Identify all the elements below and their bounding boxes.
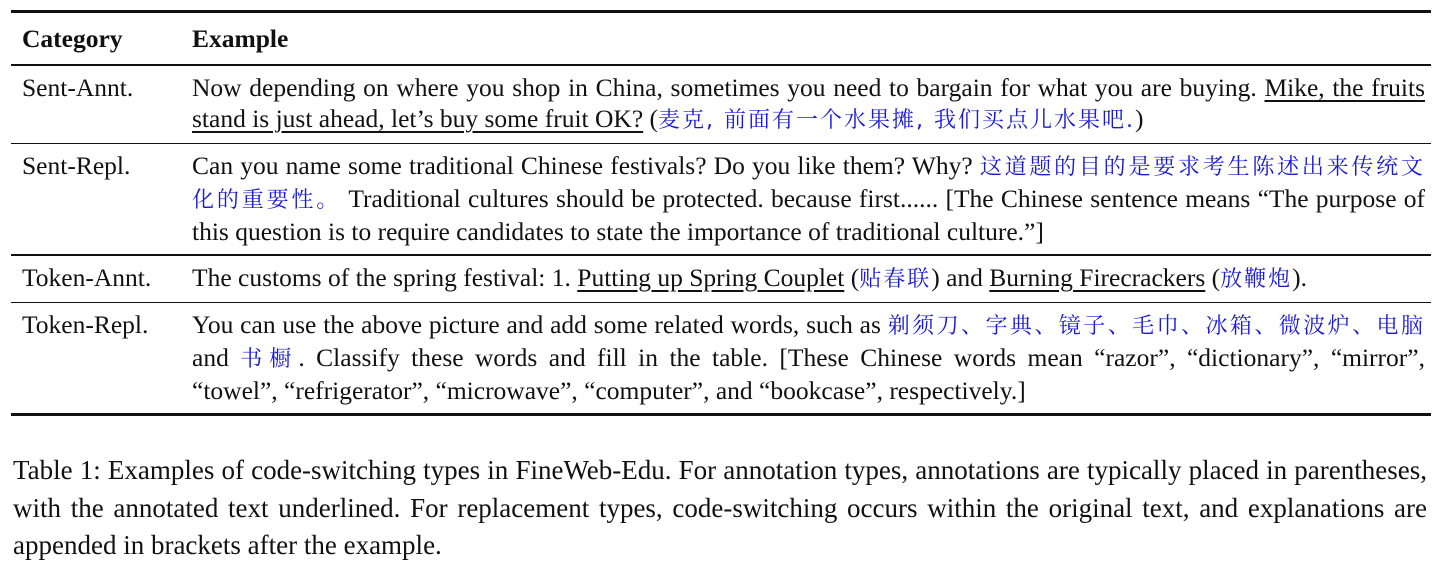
table-caption: Table 1: Examples of code-switching types in FineWeb-Edu. For annotation types, annotations are typically placed in parentheses, with the annotated text underlined. For replacement types, code-switching occurs within the original text, and explanations are appended in brackets after the example. (13, 455, 1427, 560)
example-text: Can you name some traditional Chinese festivals? Do you like them? Why? (192, 151, 980, 180)
row-category: Sent-Annt. (22, 72, 134, 102)
table-row (11, 66, 1431, 143)
chinese-text: 剃须刀、字典、镜子、毛巾、冰箱、微波炉、电脑 (887, 314, 1425, 339)
example-text: ( (844, 262, 860, 292)
row-example (192, 150, 1431, 247)
chinese-text: 放鞭炮 (1220, 266, 1293, 292)
row-category: Sent-Repl. (22, 151, 131, 180)
chinese-text: 书橱 (240, 347, 299, 372)
examples-table (11, 10, 1431, 416)
example-text: ) and (931, 262, 990, 292)
chinese-text: 贴春联 (859, 266, 932, 292)
header-example: Example (192, 24, 289, 53)
chinese-text: 这道题的目的是要求考生陈述出来传统文化的重要性。 (192, 155, 1425, 213)
row-example (192, 309, 1431, 406)
annotated-text: Putting up Spring Couplet (577, 262, 845, 292)
example-text: The customs of the spring festival: 1. (192, 262, 578, 292)
table-bottom-rule (11, 413, 1431, 416)
example-text: You can use the above picture and add some related words, such as (192, 310, 888, 339)
annotated-text: Burning Firecrackers (989, 262, 1206, 292)
example-text: ( (1205, 262, 1221, 292)
example-text: Now depending on where you shop in China, sometimes you need to bargain for what you are buying. (192, 72, 1265, 102)
row-example (192, 262, 1431, 295)
example-text: ) (1134, 103, 1144, 133)
table-row (11, 303, 1431, 413)
row-category: Token-Repl. (22, 310, 149, 339)
table-header-row (11, 13, 1431, 64)
table-row (11, 144, 1431, 254)
row-example (192, 72, 1431, 136)
annotated-text: Mike, the fruits stand is just ahead, let’s buy some fruit OK? (192, 72, 1425, 133)
example-text: and (192, 343, 241, 372)
header-category: Category (22, 24, 123, 53)
example-text: . Classify these words and fill in the table. [These Chinese words mean “razor”, “dictionary”, “mirror”, “towel”, “refrigerator”, “microwave”, “computer”, and “bookcase”, respectively.] (192, 343, 1425, 405)
table-body (11, 64, 1431, 416)
example-text: Traditional cultures should be protected. because first...... [The Chinese sentence means “The purpose of this question is to require candidates to state the importance of traditional culture.”] (192, 184, 1425, 246)
example-text: ). (1292, 262, 1308, 292)
example-text: ( (643, 103, 659, 133)
chinese-text: 麦克, 前面有一个水果摊, 我们买点儿水果吧. (658, 107, 1135, 133)
table-row (11, 256, 1431, 302)
row-category: Token-Annt. (22, 262, 152, 292)
